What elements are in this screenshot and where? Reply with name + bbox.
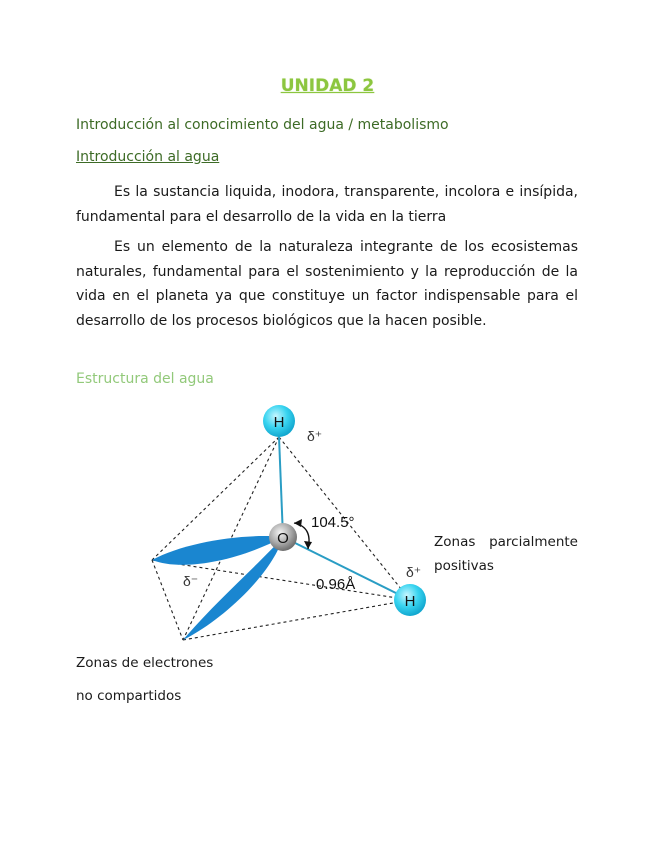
- positive-zones-label: [434, 530, 578, 578]
- bond-top: [279, 437, 283, 537]
- hydrogen-right-label: H: [404, 593, 416, 610]
- positive-zones-line1: Zonas parcialmente: [434, 534, 578, 550]
- structure-heading: Estructura del agua: [76, 371, 214, 387]
- electron-zones-line1: Zonas de electrones: [76, 655, 214, 671]
- paragraph-definition: Es la sustancia liquida, inodora, transparente, incolora e insípida, fundamental para el desarrollo de la vida en la tierra: [76, 184, 578, 225]
- oxygen-label: O: [277, 530, 289, 547]
- bond-length-label: 0.96Å: [316, 576, 356, 593]
- electron-zones-line2: no compartidos: [76, 688, 182, 704]
- delta-plus-top-label: δ⁺: [307, 428, 323, 444]
- delta-minus-label: δ⁻: [183, 573, 199, 589]
- unit-subtitle: Introducción al conocimiento del agua / metabolismo: [76, 117, 449, 133]
- positive-zones-line2: positivas: [434, 558, 494, 574]
- hydrogen-top-label: H: [273, 414, 285, 431]
- paragraph-importance: Es un elemento de la naturaleza integrante de los ecosistemas naturales, fundamental para el sostenimiento y la reproducción de la vida en el planeta ya que constituye un factor indispensable para el desarrollo de los procesos biológicos que la hacen posible.: [76, 239, 578, 329]
- delta-plus-right-label: δ⁺: [406, 564, 422, 580]
- section-heading: Introducción al agua: [76, 149, 220, 165]
- page-title: UNIDAD 2: [280, 76, 375, 96]
- arrow-head-icon: [294, 519, 302, 527]
- bond-angle-label: 104.5°: [311, 514, 355, 531]
